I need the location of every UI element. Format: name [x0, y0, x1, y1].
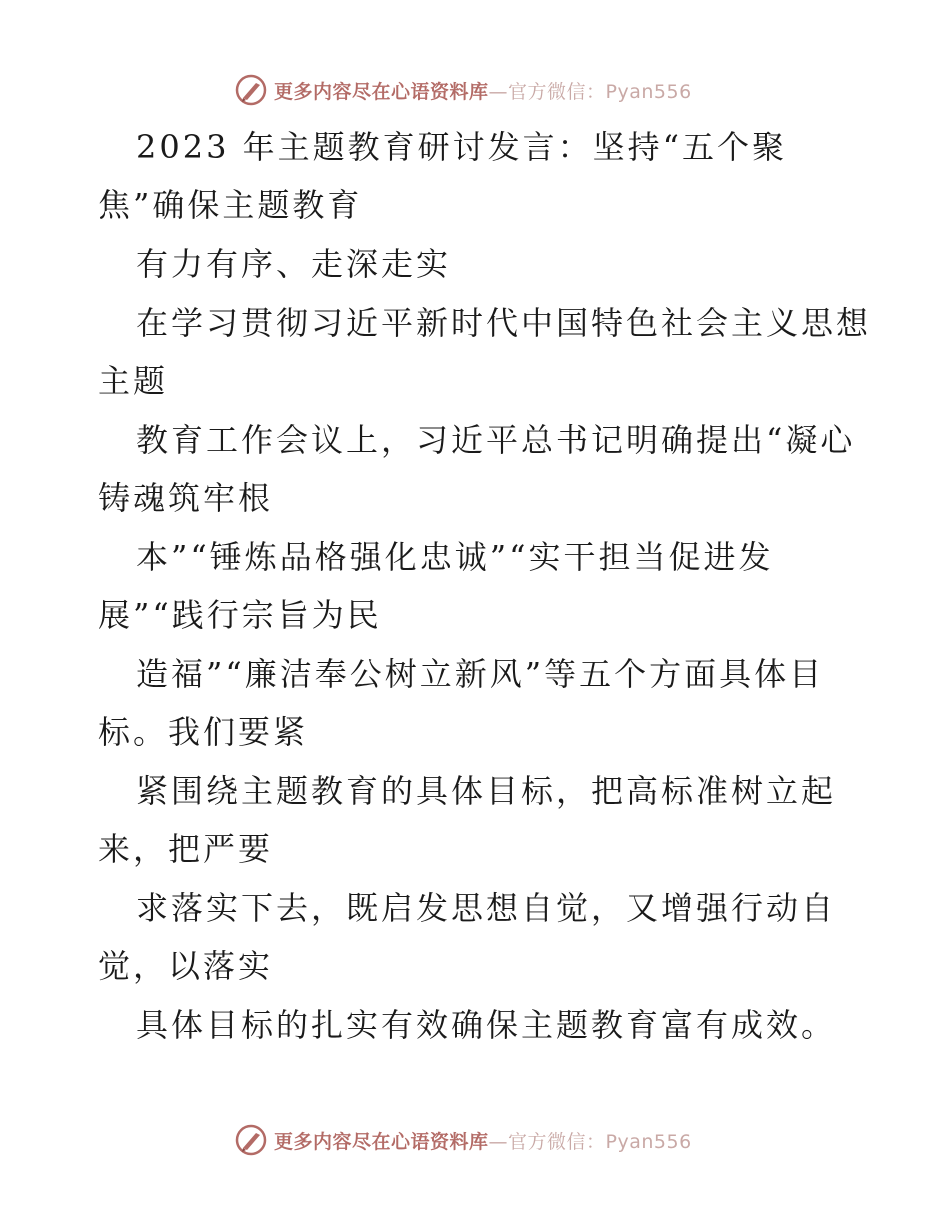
watermark-brand: 更多内容尽在心语资料库	[274, 80, 489, 103]
watermark-text	[274, 77, 692, 104]
watermark-separator: —	[488, 80, 509, 103]
paragraph-line: 觉，以落实	[98, 947, 274, 985]
paragraph-line: 本”“锤炼品格强化忠诚”“实干担当促进发	[136, 538, 774, 576]
paragraph-line: 标。我们要紧	[98, 713, 309, 751]
watermark-contact: 官方微信：Pyan556	[508, 1130, 692, 1153]
paragraph-line: 铸魂筑牢根	[98, 479, 274, 517]
watermark-text	[274, 1127, 692, 1154]
paragraph-line: 在学习贯彻习近平新时代中国特色社会主义思想	[136, 304, 872, 342]
paragraph-line: 教育工作会议上，习近平总书记明确提出“凝心	[136, 421, 856, 459]
paragraph-line: 造福”“廉洁奉公树立新风”等五个方面具体目	[136, 655, 825, 693]
paragraph-line: 来，把严要	[98, 830, 274, 868]
header-watermark	[234, 70, 692, 110]
paragraph-line: 主题	[98, 362, 169, 400]
paragraph-line: 求落实下去，既启发思想自觉，又增强行动自	[136, 889, 837, 927]
title-line-1: 2023 年主题教育研讨发言：坚持“五个聚	[136, 128, 787, 166]
footer-watermark	[234, 1120, 692, 1160]
watermark-separator: —	[488, 1130, 509, 1153]
watermark-contact: 官方微信：Pyan556	[508, 80, 692, 103]
paragraph-line: 紧围绕主题教育的具体目标，把高标准树立起	[136, 772, 837, 810]
subtitle-line: 有力有序、走深走实	[136, 245, 452, 283]
paragraph-line: 展”“践行宗旨为民	[98, 596, 382, 634]
paragraph-line: 具体目标的扎实有效确保主题教育富有成效。	[136, 1006, 837, 1044]
pen-logo-icon	[234, 1123, 268, 1157]
pen-logo-icon	[234, 73, 268, 107]
title-line-2: 焦”确保主题教育	[98, 186, 363, 224]
watermark-brand: 更多内容尽在心语资料库	[274, 1130, 489, 1153]
